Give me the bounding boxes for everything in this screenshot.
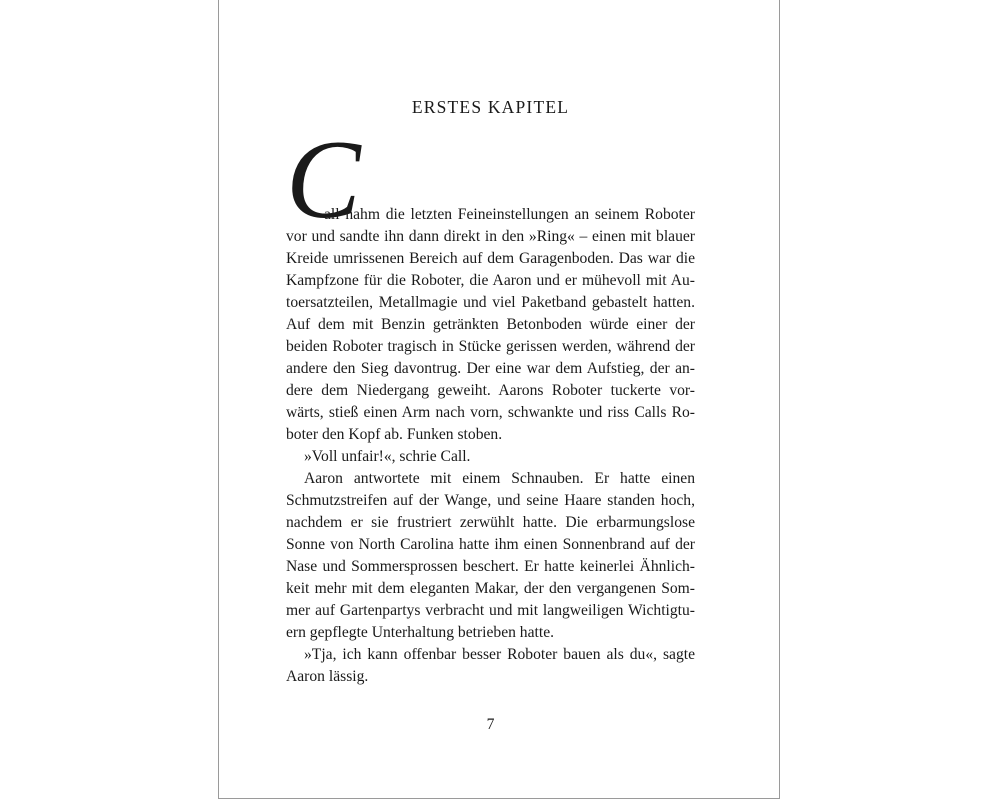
text-line: beiden Roboter tragisch in Stücke gerissen werden, während der — [286, 338, 695, 355]
drop-cap: C — [286, 118, 361, 242]
text-line: »Tja, ich kann offenbar besser Roboter bauen als du«, sagte — [304, 646, 695, 663]
text-line: dere dem Niedergang geweiht. Aarons Roboter tuckerte vor- — [286, 382, 695, 399]
body-text — [286, 204, 695, 688]
text-line: mer auf Gartenpartys verbracht und mit langweiligen Wichtigtu- — [286, 602, 695, 619]
text-line: Aaron lässig. — [286, 668, 369, 685]
text-line: wärts, stieß einen Arm nach vorn, schwankte und riss Calls Ro- — [286, 404, 695, 421]
text-line: ern gepflegte Unterhaltung betrieben hatte. — [286, 624, 555, 641]
text-line: Nase und Sommersprossen beschert. Er hatte keinerlei Ähnlich- — [286, 558, 695, 575]
text-line: nachdem er sie frustriert zerwühlt hatte. Die erbarmungslose — [286, 514, 695, 531]
text-line: Sonne von North Carolina hatte ihm einen Sonnenbrand auf der — [286, 536, 695, 553]
text-line: toersatzteilen, Metallmagie und viel Paketband gebastelt hatten. — [286, 294, 695, 311]
page-number: 7 — [486, 716, 495, 733]
text-line: Kampfzone für die Roboter, die Aaron und er mühevoll mit Au- — [286, 272, 695, 289]
text-line: andere den Sieg davontrug. Der eine war dem Aufstieg, der an- — [286, 360, 695, 377]
text-line: vor und sandte ihn dann direkt in den »Ring« – einen mit blauer — [286, 228, 695, 245]
text-line: Schmutzstreifen auf der Wange, und seine Haare standen hoch, — [286, 492, 695, 509]
text-line: Kreide umrissenen Bereich auf dem Garagenboden. Das war die — [286, 250, 695, 267]
text-line: all nahm die letzten Feineinstellungen an seinem Roboter — [324, 206, 695, 223]
text-line: »Voll unfair!«, schrie Call. — [304, 448, 471, 465]
text-line: boter den Kopf ab. Funken stoben. — [286, 426, 503, 443]
book-page — [218, 0, 780, 799]
text-line: keit mehr mit dem eleganten Makar, der den vergangenen Som- — [286, 580, 695, 597]
text-line: Auf dem mit Benzin getränkten Betonboden würde einer der — [286, 316, 695, 333]
text-line: Aaron antwortete mit einem Schnauben. Er hatte einen — [304, 470, 695, 487]
chapter-title: ERSTES KAPITEL — [411, 97, 570, 117]
